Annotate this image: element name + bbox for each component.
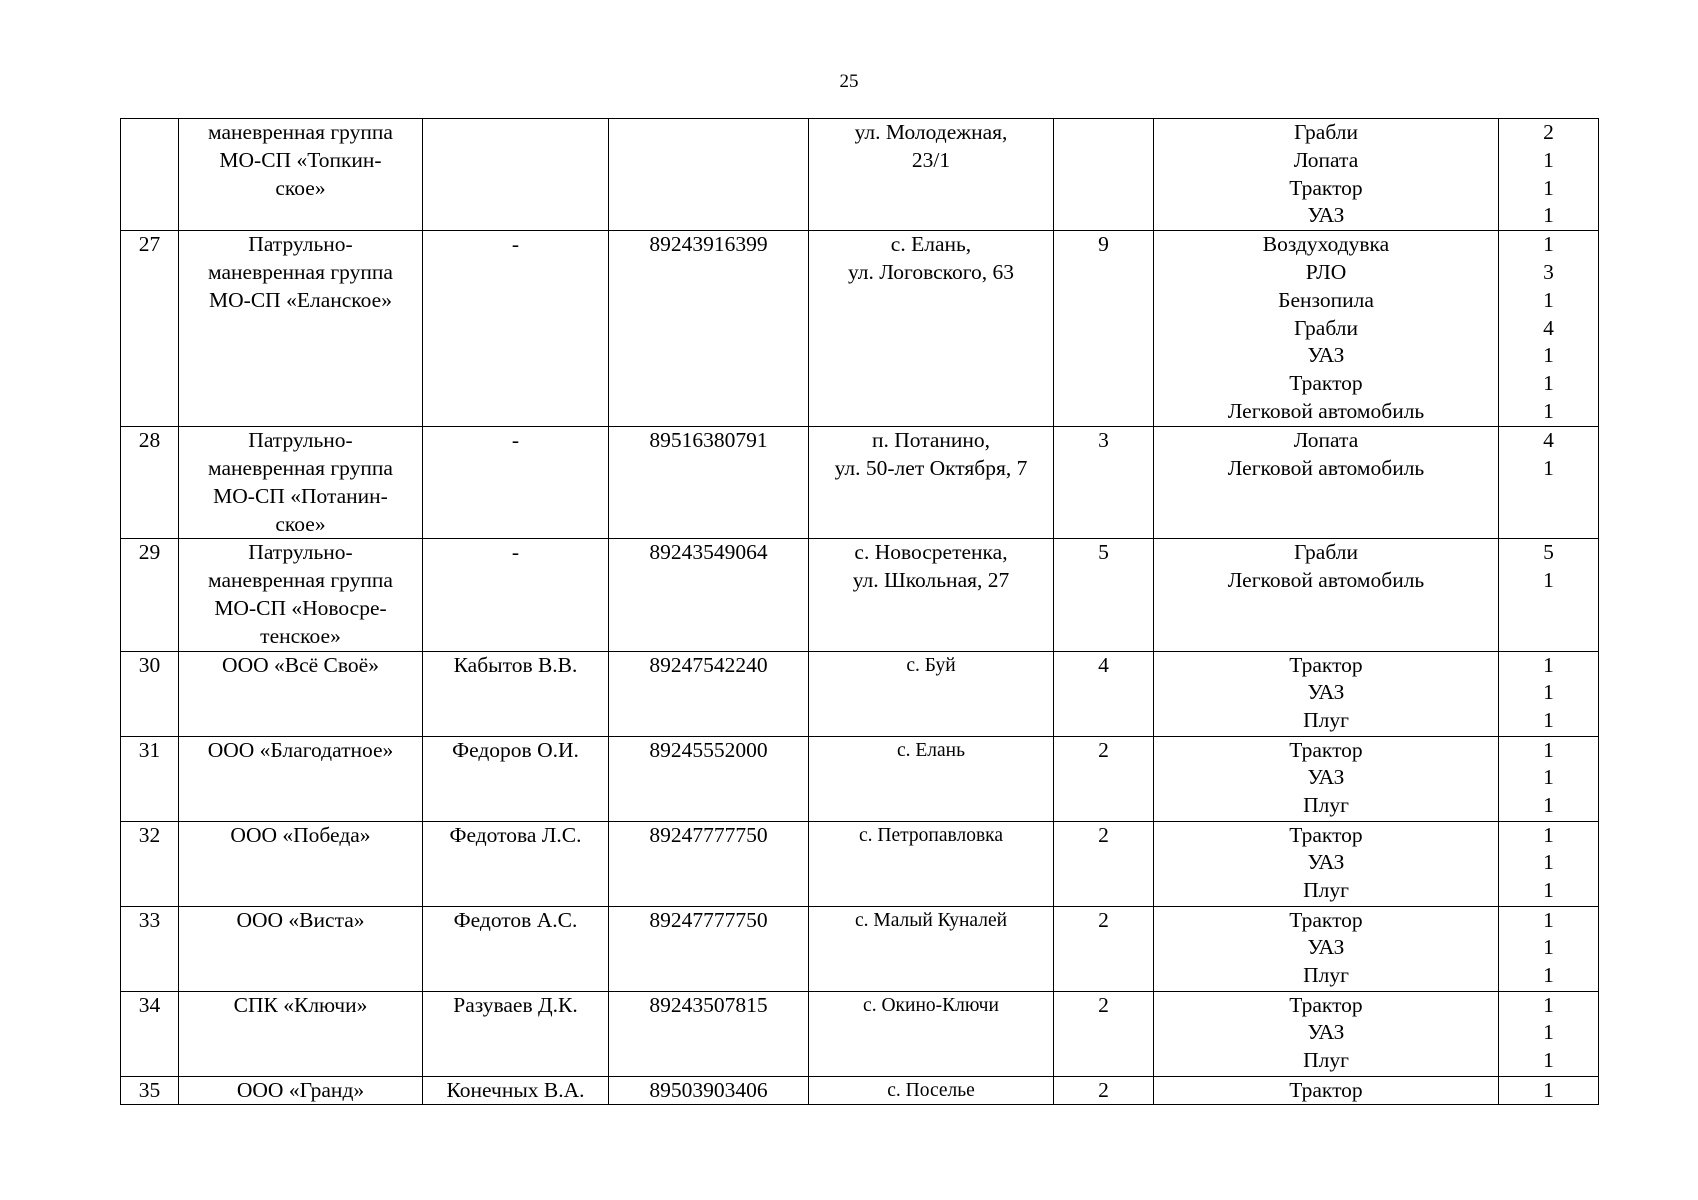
equipment-line: Плуг bbox=[1303, 963, 1349, 988]
organization-line: МО-СП «Потанин- bbox=[213, 483, 388, 508]
people-count-line: 9 bbox=[1098, 232, 1109, 257]
address-cell bbox=[809, 991, 1054, 1076]
organization-cell bbox=[179, 539, 423, 651]
phone-line: 89247777750 bbox=[649, 907, 768, 932]
equipment-line: Трактор bbox=[1289, 175, 1363, 200]
equipment-count-line: 1 bbox=[1543, 371, 1554, 396]
row-number-cell bbox=[121, 231, 179, 427]
phone-cell bbox=[609, 1076, 809, 1105]
organization-cell bbox=[179, 821, 423, 906]
row-number-line: 32 bbox=[138, 822, 161, 847]
equipment-count-line: 1 bbox=[1543, 652, 1554, 677]
equipment-count-line: 4 bbox=[1543, 428, 1554, 453]
head-person-line: - bbox=[511, 428, 520, 453]
equipment-line: Воздуходувка bbox=[1262, 232, 1390, 257]
equipment-line: УАЗ bbox=[1307, 850, 1345, 875]
people-count-line: 2 bbox=[1098, 992, 1109, 1017]
organization-line: Патрульно- bbox=[248, 428, 353, 453]
equipment-line: УАЗ bbox=[1307, 935, 1345, 960]
equipment-cell bbox=[1154, 906, 1499, 991]
address-line: ул. Молодежная, bbox=[854, 120, 1008, 144]
phone-line: 89245552000 bbox=[649, 737, 768, 762]
table-row bbox=[121, 736, 1599, 821]
row-number-line: 33 bbox=[138, 907, 161, 932]
organization-cell bbox=[179, 119, 423, 231]
head-person-cell bbox=[423, 539, 609, 651]
people-count-line: 2 bbox=[1098, 737, 1109, 762]
row-number-cell bbox=[121, 906, 179, 991]
row-number-cell bbox=[121, 539, 179, 651]
head-person-cell bbox=[423, 231, 609, 427]
equipment-count-line: 1 bbox=[1543, 765, 1554, 790]
organization-line: ООО «Виста» bbox=[236, 907, 365, 932]
table-row bbox=[121, 539, 1599, 651]
people-count-cell bbox=[1054, 119, 1154, 231]
page-number: 25 bbox=[839, 71, 859, 92]
equipment-count-cell bbox=[1499, 991, 1599, 1076]
equipment-cell bbox=[1154, 821, 1499, 906]
table-row bbox=[121, 427, 1599, 539]
equipment-count-cell bbox=[1499, 651, 1599, 736]
organization-line: МО-СП «Топкин- bbox=[219, 147, 382, 172]
row-number-cell bbox=[121, 651, 179, 736]
equipment-count-line: 1 bbox=[1543, 708, 1554, 733]
organization-line: ООО «Победа» bbox=[230, 822, 371, 847]
equipment-line: УАЗ bbox=[1307, 680, 1345, 705]
people-count-cell bbox=[1054, 1076, 1154, 1105]
organization-cell bbox=[179, 736, 423, 821]
address-cell bbox=[809, 821, 1054, 906]
address-line: с. Новосретенка, bbox=[854, 540, 1008, 565]
equipment-count-line: 1 bbox=[1543, 232, 1554, 257]
row-number-line: 35 bbox=[138, 1077, 161, 1102]
equipment-count-line: 1 bbox=[1543, 935, 1554, 960]
phone-line: 89243507815 bbox=[649, 992, 768, 1017]
head-person-cell bbox=[423, 427, 609, 539]
organization-line: ООО «Гранд» bbox=[236, 1077, 365, 1102]
equipment-count-line: 1 bbox=[1543, 1048, 1554, 1073]
equipment-count-cell bbox=[1499, 427, 1599, 539]
address-line: с. Петропавловка bbox=[859, 824, 1003, 846]
phone-cell bbox=[609, 736, 809, 821]
organization-line: маневренная группа bbox=[208, 568, 393, 593]
address-line: п. Потанино, bbox=[871, 428, 991, 453]
equipment-cell bbox=[1154, 651, 1499, 736]
phone-cell bbox=[609, 119, 809, 231]
people-count-cell bbox=[1054, 651, 1154, 736]
people-count-cell bbox=[1054, 906, 1154, 991]
equipment-line: УАЗ bbox=[1307, 203, 1345, 228]
people-count-line: 2 bbox=[1098, 822, 1109, 847]
address-line: ул. Логовского, 63 bbox=[847, 259, 1015, 284]
equipment-line: Плуг bbox=[1303, 708, 1349, 733]
table-row bbox=[121, 119, 1599, 231]
row-number-cell bbox=[121, 736, 179, 821]
equipment-count-cell bbox=[1499, 821, 1599, 906]
organization-line: маневренная группа bbox=[208, 455, 393, 480]
equipment-line: Трактор bbox=[1289, 992, 1363, 1017]
address-line: с. Буй bbox=[906, 654, 956, 676]
equipment-count-line: 1 bbox=[1543, 343, 1554, 368]
equipment-line: УАЗ bbox=[1307, 1020, 1345, 1045]
equipment-count-cell bbox=[1499, 231, 1599, 427]
row-number-cell bbox=[121, 821, 179, 906]
head-person-cell bbox=[423, 119, 609, 231]
equipment-count-line: 1 bbox=[1543, 147, 1554, 172]
head-person-line: - bbox=[511, 232, 520, 257]
equipment-count-line: 2 bbox=[1543, 120, 1554, 144]
equipment-count-cell bbox=[1499, 119, 1599, 231]
head-person-cell bbox=[423, 821, 609, 906]
address-line: с. Малый Куналей bbox=[854, 909, 1008, 931]
organization-line: тенское» bbox=[260, 623, 341, 648]
head-person-line: Федотова Л.С. bbox=[449, 822, 582, 847]
equipment-count-line: 1 bbox=[1543, 822, 1554, 847]
address-cell bbox=[809, 539, 1054, 651]
equipment-line: Грабли bbox=[1293, 540, 1358, 565]
address-cell bbox=[809, 231, 1054, 427]
equipment-cell bbox=[1154, 427, 1499, 539]
equipment-line: Трактор bbox=[1289, 737, 1363, 762]
people-count-line: 2 bbox=[1098, 907, 1109, 932]
phone-line: 89243916399 bbox=[649, 232, 768, 257]
equipment-cell bbox=[1154, 539, 1499, 651]
equipment-line: Трактор bbox=[1289, 907, 1363, 932]
organization-cell bbox=[179, 427, 423, 539]
equipment-count-line: 1 bbox=[1543, 737, 1554, 762]
equipment-count-line: 3 bbox=[1543, 259, 1554, 284]
equipment-count-line: 1 bbox=[1543, 850, 1554, 875]
organization-line: ООО «Всё Своё» bbox=[222, 652, 379, 677]
address-cell bbox=[809, 427, 1054, 539]
address-cell bbox=[809, 119, 1054, 231]
row-number-line: 28 bbox=[138, 428, 161, 453]
equipment-count-cell bbox=[1499, 736, 1599, 821]
equipment-cell bbox=[1154, 991, 1499, 1076]
equipment-table bbox=[120, 118, 1599, 1105]
organization-line: МО-СП «Новосре- bbox=[214, 595, 387, 620]
people-count-line: 5 bbox=[1098, 540, 1109, 565]
phone-cell bbox=[609, 539, 809, 651]
address-line: с. Поселье bbox=[887, 1079, 975, 1101]
address-line: с. Елань bbox=[896, 739, 966, 761]
people-count-line: 4 bbox=[1098, 652, 1109, 677]
organization-cell bbox=[179, 991, 423, 1076]
head-person-cell bbox=[423, 1076, 609, 1105]
organization-line: ское» bbox=[275, 175, 326, 200]
organization-line: маневренная группа bbox=[208, 120, 393, 144]
table-row bbox=[121, 906, 1599, 991]
row-number-line: 27 bbox=[138, 232, 161, 257]
equipment-count-line: 1 bbox=[1543, 793, 1554, 818]
head-person-line: Федотов А.С. bbox=[453, 907, 578, 932]
table-row bbox=[121, 231, 1599, 427]
address-line: ул. Школьная, 27 bbox=[852, 568, 1010, 593]
row-number-cell bbox=[121, 427, 179, 539]
phone-cell bbox=[609, 651, 809, 736]
table-row bbox=[121, 821, 1599, 906]
equipment-line: Грабли bbox=[1293, 315, 1358, 340]
head-person-line: Конечных В.А. bbox=[446, 1077, 585, 1102]
equipment-count-line: 1 bbox=[1543, 1077, 1554, 1102]
phone-cell bbox=[609, 231, 809, 427]
equipment-count-line: 1 bbox=[1543, 175, 1554, 200]
address-line: ул. 50-лет Октября, 7 bbox=[834, 455, 1028, 480]
organization-line: ское» bbox=[275, 511, 326, 536]
equipment-count-line: 4 bbox=[1543, 315, 1554, 340]
people-count-cell bbox=[1054, 427, 1154, 539]
organization-line: МО-СП «Еланское» bbox=[209, 287, 392, 312]
phone-line: 89503903406 bbox=[649, 1077, 768, 1102]
people-count-cell bbox=[1054, 991, 1154, 1076]
head-person-cell bbox=[423, 651, 609, 736]
equipment-line: РЛО bbox=[1305, 259, 1347, 284]
equipment-count-line: 1 bbox=[1543, 398, 1554, 423]
phone-line: 89516380791 bbox=[649, 428, 768, 453]
equipment-count-line: 1 bbox=[1543, 878, 1554, 903]
organization-line: СПК «Ключи» bbox=[233, 992, 368, 1017]
equipment-line: Легковой автомобиль bbox=[1227, 568, 1425, 593]
head-person-cell bbox=[423, 736, 609, 821]
equipment-line: Плуг bbox=[1303, 793, 1349, 818]
address-line: 23/1 bbox=[911, 147, 951, 172]
head-person-line: Федоров О.И. bbox=[452, 737, 579, 762]
address-cell bbox=[809, 906, 1054, 991]
phone-cell bbox=[609, 427, 809, 539]
equipment-count-line: 1 bbox=[1543, 568, 1554, 593]
organization-line: Патрульно- bbox=[248, 232, 353, 257]
head-person-cell bbox=[423, 991, 609, 1076]
equipment-count-line: 1 bbox=[1543, 907, 1554, 932]
phone-line: 89243549064 bbox=[649, 540, 768, 565]
equipment-line: Трактор bbox=[1289, 371, 1363, 396]
equipment-line: Плуг bbox=[1303, 1048, 1349, 1073]
equipment-line: Трактор bbox=[1289, 822, 1363, 847]
address-line: с. Окино-Ключи bbox=[863, 994, 999, 1016]
equipment-count-line: 1 bbox=[1543, 680, 1554, 705]
equipment-count-cell bbox=[1499, 539, 1599, 651]
address-line: с. Елань, bbox=[890, 232, 972, 257]
phone-line: 89247542240 bbox=[649, 652, 768, 677]
equipment-count-line: 1 bbox=[1543, 963, 1554, 988]
organization-cell bbox=[179, 1076, 423, 1105]
people-count-line: 2 bbox=[1098, 1077, 1109, 1102]
row-number-line: 34 bbox=[138, 992, 161, 1017]
row-number-cell bbox=[121, 1076, 179, 1105]
equipment-count-cell bbox=[1499, 906, 1599, 991]
equipment-count-line: 1 bbox=[1543, 992, 1554, 1017]
phone-line: 89247777750 bbox=[649, 822, 768, 847]
row-number-cell bbox=[121, 991, 179, 1076]
organization-line: Патрульно- bbox=[248, 540, 353, 565]
equipment-line: Плуг bbox=[1303, 878, 1349, 903]
equipment-cell bbox=[1154, 1076, 1499, 1105]
phone-cell bbox=[609, 821, 809, 906]
people-count-cell bbox=[1054, 539, 1154, 651]
equipment-count-line: 1 bbox=[1543, 203, 1554, 228]
organization-cell bbox=[179, 906, 423, 991]
people-count-cell bbox=[1054, 736, 1154, 821]
equipment-count-line: 5 bbox=[1543, 540, 1554, 565]
phone-cell bbox=[609, 991, 809, 1076]
row-number-cell bbox=[121, 119, 179, 231]
equipment-line: Грабли bbox=[1293, 120, 1358, 144]
table-row bbox=[121, 991, 1599, 1076]
equipment-line: УАЗ bbox=[1307, 765, 1345, 790]
head-person-cell bbox=[423, 906, 609, 991]
equipment-line: Легковой автомобиль bbox=[1227, 398, 1425, 423]
equipment-count-line: 1 bbox=[1543, 1020, 1554, 1045]
organization-cell bbox=[179, 651, 423, 736]
equipment-cell bbox=[1154, 736, 1499, 821]
equipment-line: УАЗ bbox=[1307, 343, 1345, 368]
organization-line: маневренная группа bbox=[208, 259, 393, 284]
organization-cell bbox=[179, 231, 423, 427]
equipment-count-line: 1 bbox=[1543, 455, 1554, 480]
equipment-line: Лопата bbox=[1293, 147, 1359, 172]
equipment-line: Трактор bbox=[1289, 652, 1363, 677]
row-number-line: 31 bbox=[138, 737, 161, 762]
head-person-line: Кабытов В.В. bbox=[453, 652, 578, 677]
equipment-cell bbox=[1154, 119, 1499, 231]
equipment-line: Легковой автомобиль bbox=[1227, 455, 1425, 480]
equipment-count-line: 1 bbox=[1543, 287, 1554, 312]
table-row bbox=[121, 1076, 1599, 1105]
table-row bbox=[121, 651, 1599, 736]
people-count-cell bbox=[1054, 231, 1154, 427]
equipment-line: Лопата bbox=[1293, 428, 1359, 453]
row-number-line: 29 bbox=[138, 540, 161, 565]
people-count-cell bbox=[1054, 821, 1154, 906]
people-count-line: 3 bbox=[1098, 428, 1109, 453]
head-person-line: Разуваев Д.К. bbox=[453, 992, 578, 1017]
address-cell bbox=[809, 1076, 1054, 1105]
row-number-line: 30 bbox=[138, 652, 161, 677]
equipment-cell bbox=[1154, 231, 1499, 427]
head-person-line: - bbox=[511, 540, 520, 565]
organization-line: ООО «Благодатное» bbox=[207, 737, 394, 762]
phone-cell bbox=[609, 906, 809, 991]
equipment-count-cell bbox=[1499, 1076, 1599, 1105]
address-cell bbox=[809, 651, 1054, 736]
table-body bbox=[121, 119, 1599, 1105]
equipment-line: Трактор bbox=[1289, 1077, 1363, 1102]
equipment-line: Бензопила bbox=[1278, 287, 1374, 312]
address-cell bbox=[809, 736, 1054, 821]
